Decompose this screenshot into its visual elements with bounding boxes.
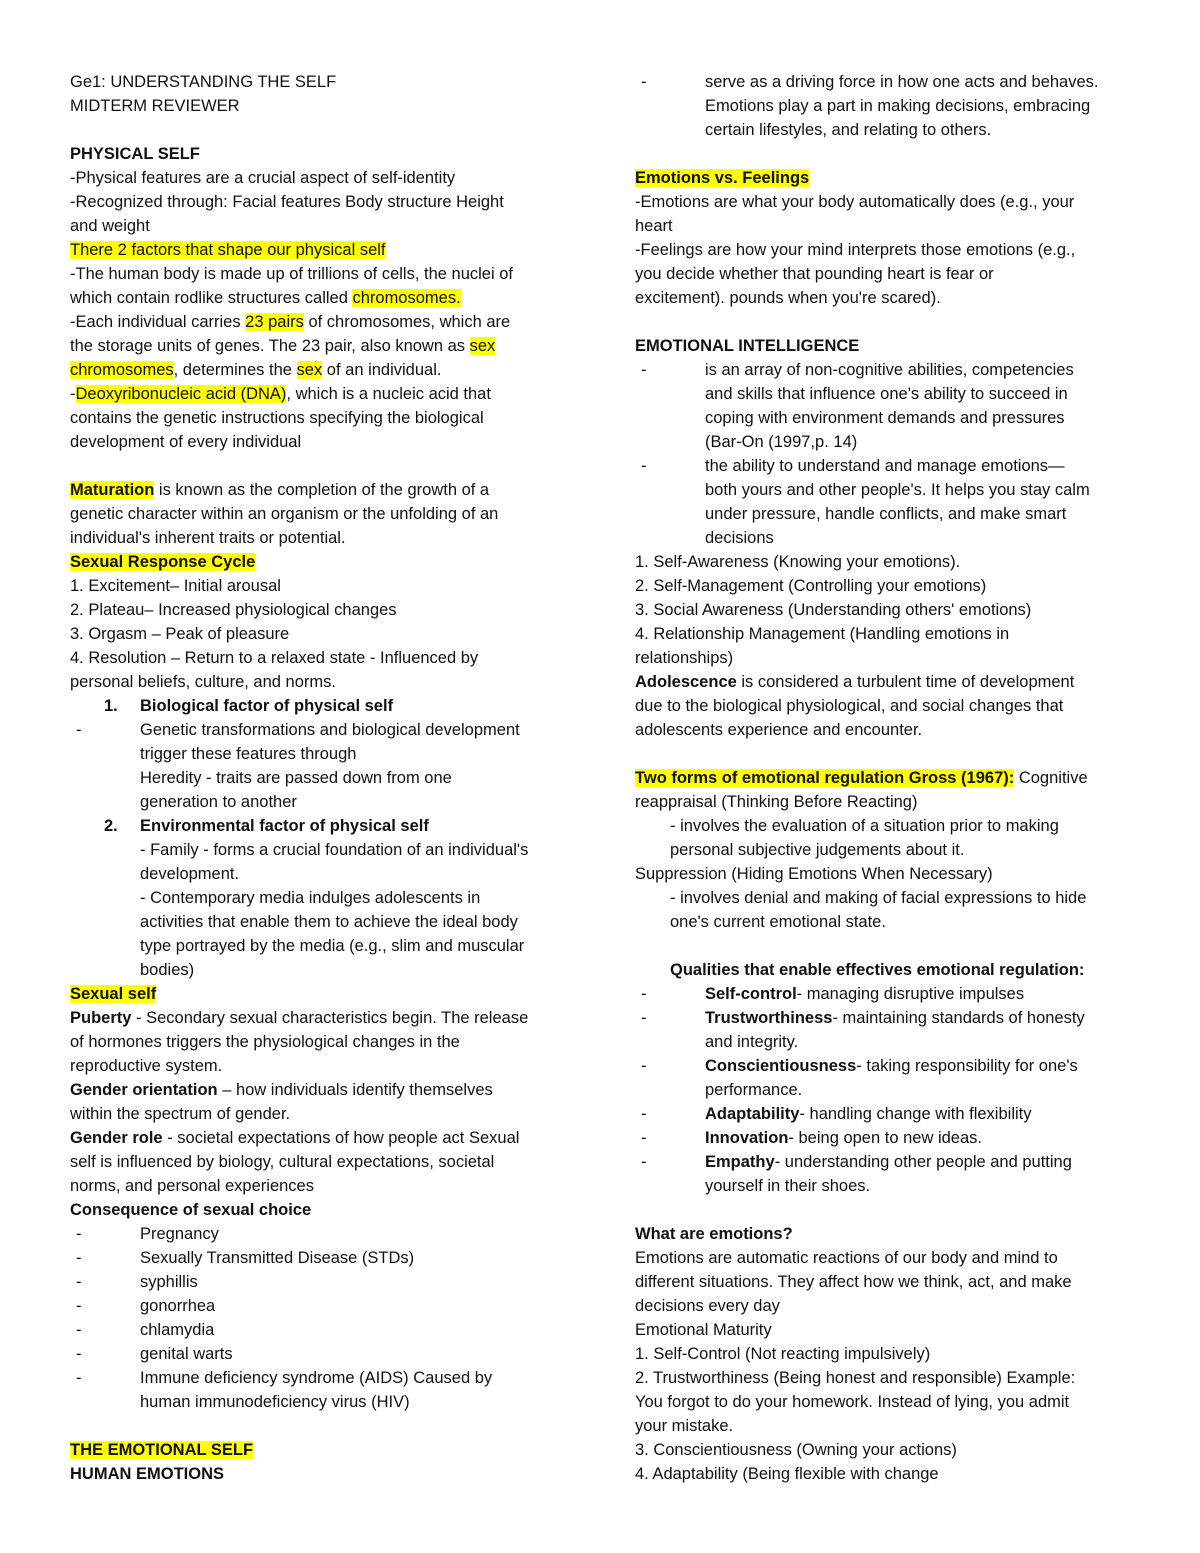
text-line: excitement). pounds when you're scared). — [635, 289, 941, 307]
qualities-heading: Qualities that enable effectives emotional regulation: — [670, 961, 1085, 979]
text-line: and weight — [70, 217, 150, 235]
adolescence-term: Adolescence — [635, 673, 737, 691]
text-line: -Physical features are a crucial aspect of self-identity — [70, 169, 456, 187]
text-line: bodies) — [140, 961, 195, 979]
text-line: reappraisal (Thinking Before Reacting) — [635, 793, 918, 811]
text-line: Gender orientation – how individuals identify themselves — [70, 1081, 493, 1099]
list-item: - Sexually Transmitted Disease (STDs) — [76, 1249, 415, 1267]
puberty-term: Puberty — [70, 1009, 132, 1027]
text-line: -Recognized through: Facial features Body structure Height — [70, 193, 504, 211]
text-line: the storage units of genes. The 23 pair, also known as sex — [70, 337, 496, 355]
text-line: Maturation is known as the completion of the growth of a — [70, 481, 490, 499]
text-line: Heredity - traits are passed down from one — [140, 769, 452, 787]
text-line: - involves denial and making of facial expressions to hide — [670, 889, 1087, 907]
text-line: Gender role - societal expectations of how people act Sexual — [70, 1129, 520, 1147]
text-line: development. — [140, 865, 240, 883]
text-line: adolescents experience and encounter. — [635, 721, 923, 739]
text-line: one's current emotional state. — [670, 913, 886, 931]
what-are-emotions-heading: What are emotions? — [635, 1225, 793, 1243]
text-line: - Family - forms a crucial foundation of an individual's — [140, 841, 529, 859]
text-line: -The human body is made up of trillions of cells, the nuclei of — [70, 265, 513, 283]
text-line: generation to another — [140, 793, 297, 811]
text-line: performance. — [705, 1081, 803, 1099]
text-line: Adolescence is considered a turbulent time of development — [635, 673, 1075, 691]
text-line: your mistake. — [635, 1417, 734, 1435]
biological-factor-item: 1. Biological factor of physical self — [104, 697, 394, 715]
text-line: type portrayed by the media (e.g., slim and muscular — [140, 937, 525, 955]
list-item: 2. Trustworthiness (Being honest and responsible) Example: — [635, 1369, 1076, 1387]
text-line: contains the genetic instructions specifying the biological — [70, 409, 484, 427]
text-line: Two forms of emotional regulation Gross (1967): Cognitive — [635, 769, 1088, 787]
text-line: trigger these features through — [140, 745, 357, 763]
emotional-maturity-heading: Emotional Maturity — [635, 1321, 772, 1339]
list-item: - gonorrhea — [76, 1297, 216, 1315]
text-line: - Contemporary media indulges adolescents in — [140, 889, 481, 907]
physical-self-heading: PHYSICAL SELF — [70, 145, 200, 163]
text-line: Puberty - Secondary sexual characteristics begin. The release — [70, 1009, 529, 1027]
text-line: -Emotions are what your body automatically does (e.g., your — [635, 193, 1075, 211]
list-item: - genital warts — [76, 1345, 233, 1363]
gender-role-term: Gender role — [70, 1129, 163, 1147]
text-line: genetic character within an organism or the unfolding of an — [70, 505, 499, 523]
text-line: self is influenced by biology, cultural expectations, societal — [70, 1153, 495, 1171]
text-line: different situations. They affect how we think, act, and make — [635, 1273, 1072, 1291]
text-line: norms, and personal experiences — [70, 1177, 314, 1195]
list-item: 1. Self-Awareness (Knowing your emotions). — [635, 553, 961, 571]
pairs-highlight: 23 pairs — [245, 313, 304, 331]
emotional-self-heading: THE EMOTIONAL SELF — [70, 1441, 254, 1459]
list-item: - Genetic transformations and biological development — [76, 721, 520, 739]
list-item: 1. Excitement– Initial arousal — [70, 577, 281, 595]
text-line: Suppression (Hiding Emotions When Necessary) — [635, 865, 993, 883]
maturation-term: Maturation — [70, 481, 155, 499]
course-title: Ge1: UNDERSTANDING THE SELF — [70, 73, 337, 91]
text-line: of hormones triggers the physiological changes in the — [70, 1033, 460, 1051]
text-line: activities that enable them to achieve the ideal body — [140, 913, 518, 931]
list-item: - Empathy- understanding other people and putting — [641, 1153, 1072, 1171]
two-forms-heading: Two forms of emotional regulation Gross (1967): — [635, 769, 1015, 787]
text-line: - involves the evaluation of a situation prior to making — [670, 817, 1059, 835]
text-line: personal beliefs, culture, and norms. — [70, 673, 336, 691]
text-line: personal subjective judgements about it. — [670, 841, 965, 859]
text-line: Emotions are automatic reactions of our body and mind to — [635, 1249, 1058, 1267]
gender-orientation-term: Gender orientation — [70, 1081, 218, 1099]
list-item: - Trustworthiness- maintaining standards of honesty — [641, 1009, 1085, 1027]
text-line: decisions — [705, 529, 774, 547]
chromosomes2-highlight: chromosomes — [70, 361, 174, 379]
text-line: both yours and other people's. It helps you stay calm — [705, 481, 1090, 499]
doc-type: MIDTERM REVIEWER — [70, 97, 240, 115]
environmental-factor-item: 2. Environmental factor of physical self — [104, 817, 429, 835]
text-line: decisions every day — [635, 1297, 780, 1315]
list-item: 3. Conscientiousness (Owning your actions) — [635, 1441, 957, 1459]
text-line: under pressure, handle conflicts, and make smart — [705, 505, 1067, 523]
list-item: - serve as a driving force in how one acts and behaves. — [641, 73, 1099, 91]
text-line: you decide whether that pounding heart is fear or — [635, 265, 994, 283]
text-line: (Bar-On (1997,p. 14) — [705, 433, 858, 451]
list-item: - is an array of non-cognitive abilities, competencies — [641, 361, 1074, 379]
list-item: 2. Self-Management (Controlling your emotions) — [635, 577, 987, 595]
list-item: 4. Adaptability (Being flexible with change — [635, 1465, 939, 1483]
text-line: reproductive system. — [70, 1057, 223, 1075]
list-item: - Adaptability- handling change with flexibility — [641, 1105, 1032, 1123]
list-item: 4. Relationship Management (Handling emotions in — [635, 625, 1010, 643]
text-line: -Each individual carries 23 pairs of chromosomes, which are — [70, 313, 511, 331]
text-line: which contain rodlike structures called chromosomes. — [70, 289, 461, 307]
list-item: 4. Resolution – Return to a relaxed state - Influenced by — [70, 649, 479, 667]
list-item: - Innovation- being open to new ideas. — [641, 1129, 982, 1147]
text-line: heart — [635, 217, 673, 235]
list-item: - Self-control- managing disruptive impulses — [641, 985, 1025, 1003]
sexual-self-heading: Sexual self — [70, 985, 157, 1003]
sex2-highlight: sex — [296, 361, 323, 379]
list-item: 3. Orgasm – Peak of pleasure — [70, 625, 290, 643]
text-line: human immunodeficiency virus (HIV) — [140, 1393, 410, 1411]
emotions-vs-feelings-heading: Emotions vs. Feelings — [635, 169, 810, 187]
list-item: 3. Social Awareness (Understanding others' emotions) — [635, 601, 1032, 619]
dna-highlight: Deoxyribonucleic acid (DNA) — [75, 385, 287, 403]
text-line: -Feelings are how your mind interprets those emotions (e.g., — [635, 241, 1076, 259]
text-line: relationships) — [635, 649, 734, 667]
list-item: - Pregnancy — [76, 1225, 219, 1243]
text-line: individual's inherent traits or potential. — [70, 529, 346, 547]
sexual-response-heading: Sexual Response Cycle — [70, 553, 256, 571]
text-line: You forgot to do your homework. Instead of lying, you admit — [635, 1393, 1070, 1411]
text-line: due to the biological physiological, and social changes that — [635, 697, 1064, 715]
text-line: and integrity. — [705, 1033, 799, 1051]
sex-highlight: sex — [469, 337, 496, 355]
emotional-intelligence-heading: EMOTIONAL INTELLIGENCE — [635, 337, 860, 355]
list-item: - Immune deficiency syndrome (AIDS) Caused by — [76, 1369, 493, 1387]
text-line: certain lifestyles, and relating to others. — [705, 121, 992, 139]
human-emotions-heading: HUMAN EMOTIONS — [70, 1465, 224, 1483]
text-line: development of every individual — [70, 433, 302, 451]
text-line: Emotions play a part in making decisions, embracing — [705, 97, 1091, 115]
text-line: within the spectrum of gender. — [70, 1105, 291, 1123]
list-item: 1. Self-Control (Not reacting impulsively) — [635, 1345, 931, 1363]
list-item: - chlamydia — [76, 1321, 215, 1339]
factors-highlight: There 2 factors that shape our physical self — [70, 241, 386, 259]
list-item: - Conscientiousness- taking responsibility for one's — [641, 1057, 1078, 1075]
text-line: yourself in their shoes. — [705, 1177, 871, 1195]
right-column — [635, 70, 1130, 1486]
list-item: - the ability to understand and manage emotions— — [641, 457, 1065, 475]
text-line: coping with environment demands and pressures — [705, 409, 1065, 427]
text-line: and skills that influence one's ability to succeed in — [705, 385, 1068, 403]
left-column — [70, 70, 560, 1486]
list-item: - syphillis — [76, 1273, 198, 1291]
text-line: chromosomes, determines the sex of an individual. — [70, 361, 442, 379]
text-line: -Deoxyribonucleic acid (DNA), which is a nucleic acid that — [70, 385, 491, 403]
list-item: 2. Plateau– Increased physiological changes — [70, 601, 397, 619]
consequence-heading: Consequence of sexual choice — [70, 1201, 312, 1219]
chromosomes-highlight: chromosomes. — [352, 289, 461, 307]
